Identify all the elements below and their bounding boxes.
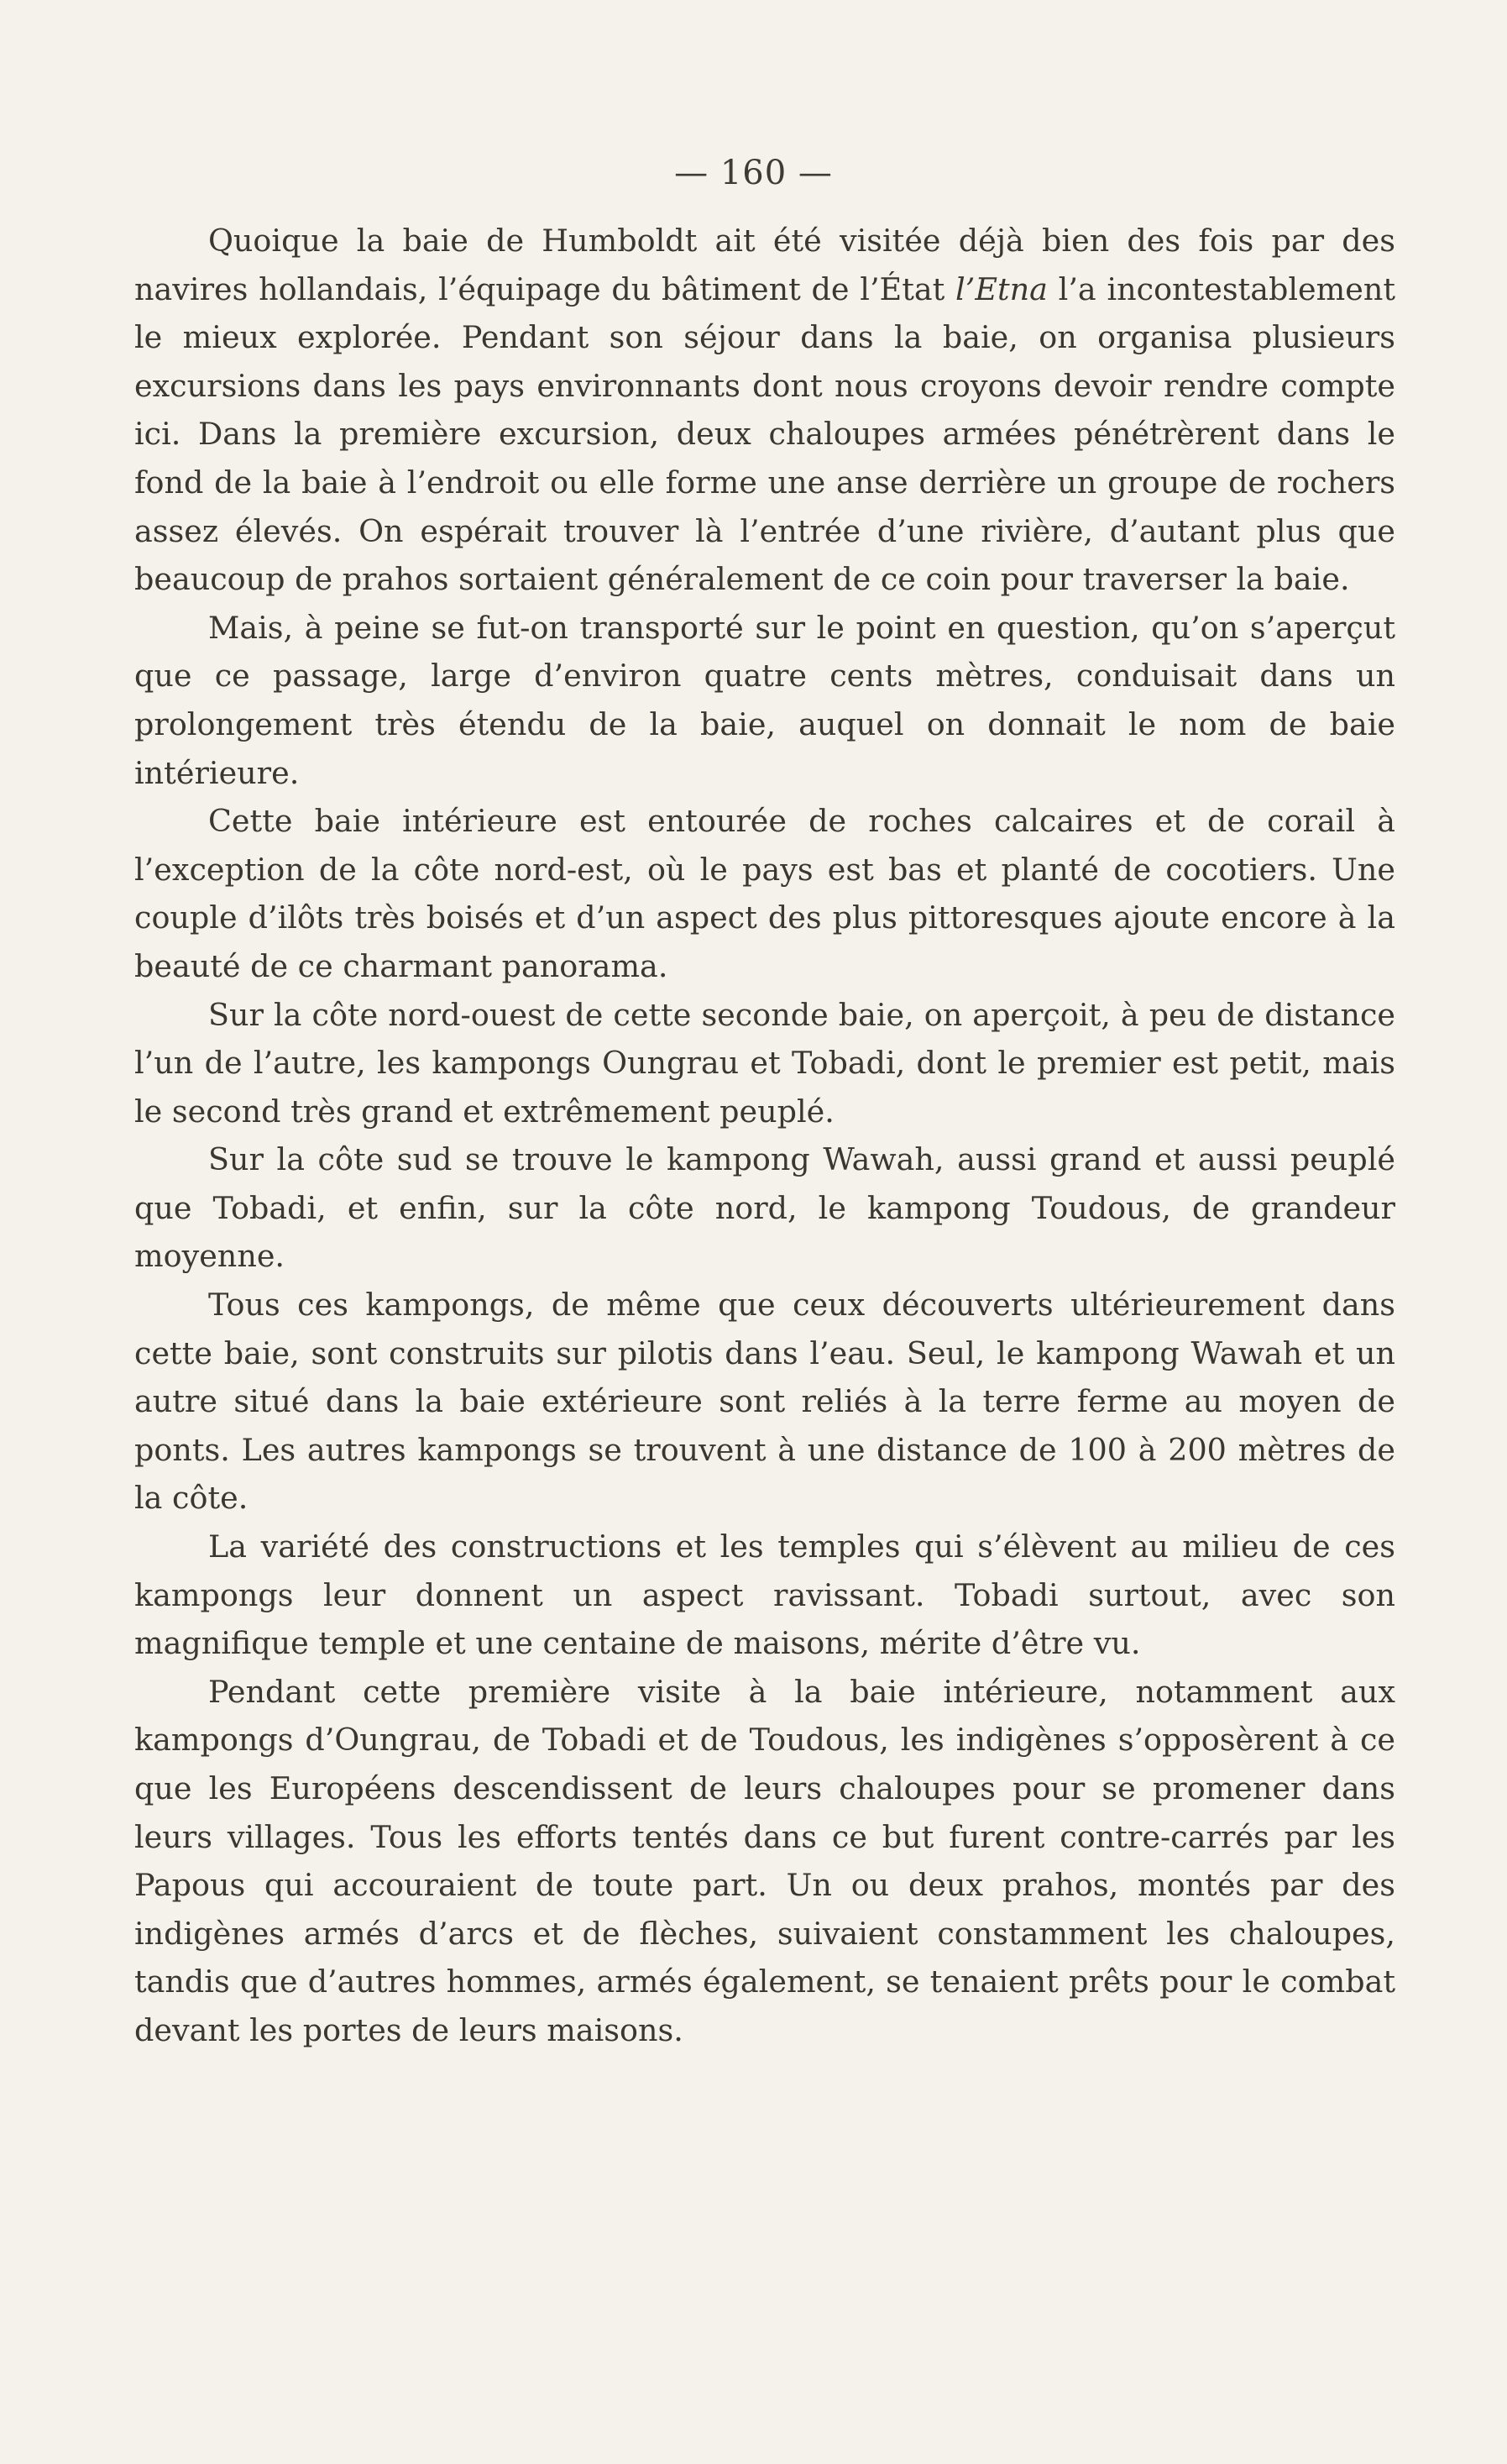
paragraph-text: Quoique la baie de Humboldt ait été visitée déjà bien des fois par des navires hollandais, l’équipage du bâtiment de l’État — [134, 223, 1395, 307]
paragraph-text: l’a incontestablement le mieux explorée. Pendant son séjour dans la baie, on organisa plusieurs excursions dans les pays environnants dont nous croyons devoir rendre compte ici. Dans la première excursion, deux chaloupes armées pénétrèrent dans le fond de la baie à l’endroit ou elle forme une anse derrière un groupe de rochers assez élevés. On espérait trouver là l’entrée d’une rivière, d’autant plus que beaucoup de prahos sortaient généralement de ce coin pour traverser la baie. — [134, 270, 1395, 598]
paragraph: Mais, à peine se fut-on transporté sur le point en question, qu’on s’aperçut que ce passage, large d’environ quatre cents mètres, conduisait dans un prolongement très étendu de la baie, auquel on donnait le nom de baie intérieure. — [134, 609, 1395, 791]
paragraph: Sur la côte nord-ouest de cette seconde baie, on aperçoit, à peu de distance l’un de l’autre, les kampongs Oungrau et Tobadi, dont le premier est petit, mais le second très grand et extrêmement peuplé. — [134, 996, 1395, 1130]
body-text — [134, 217, 1395, 2055]
page-number: — 160 — — [674, 154, 833, 192]
paragraph: Tous ces kampongs, de même que ceux découverts ultérieurement dans cette baie, sont construits sur pilotis dans l’eau. Seul, le kampong Wawah et un autre situé dans la baie extérieure sont reliés à la terre ferme au moyen de ponts. Les autres kampongs se trouvent à une distance de 100 à 200 mètres de la côte. — [134, 1287, 1395, 1517]
paragraph — [134, 217, 1395, 604]
paragraph: Sur la côte sud se trouve le kampong Wawah, aussi grand et aussi peuplé que Tobadi, et enfin, sur la côte nord, le kampong Toudous, de grandeur moyenne. — [134, 1141, 1395, 1275]
ship-name: l’Etna — [955, 270, 1048, 307]
paragraph: La variété des constructions et les temples qui s’élèvent au milieu de ces kampongs leur donnent un aspect ravissant. Tobadi surtout, avec son magnifique temple et une centaine de maisons, mérite d’être vu. — [134, 1528, 1395, 1662]
paragraph: Cette baie intérieure est entourée de roches calcaires et de corail à l’exception de la côte nord-est, où le pays est bas et planté de cocotiers. Une couple d’ilôts très boisés et d’un aspect des plus pittoresques ajoute encore à la beauté de ce charmant panorama. — [134, 803, 1395, 984]
paragraph: Pendant cette première visite à la baie intérieure, notamment aux kampongs d’Oungrau, de Tobadi et de Toudous, les indigènes s’opposèrent à ce que les Européens descendissent de leurs chaloupes pour se promener dans leurs villages. Tous les efforts tentés dans ce but furent contre-carrés par les Papous qui accouraient de toute part. Un ou deux prahos, montés par des indigènes armés d’arcs et de flèches, suivaient constamment les chaloupes, tandis que d’autres hommes, armés également, se tenaient prêts pour le combat devant les portes de leurs maisons. — [134, 1673, 1395, 2048]
